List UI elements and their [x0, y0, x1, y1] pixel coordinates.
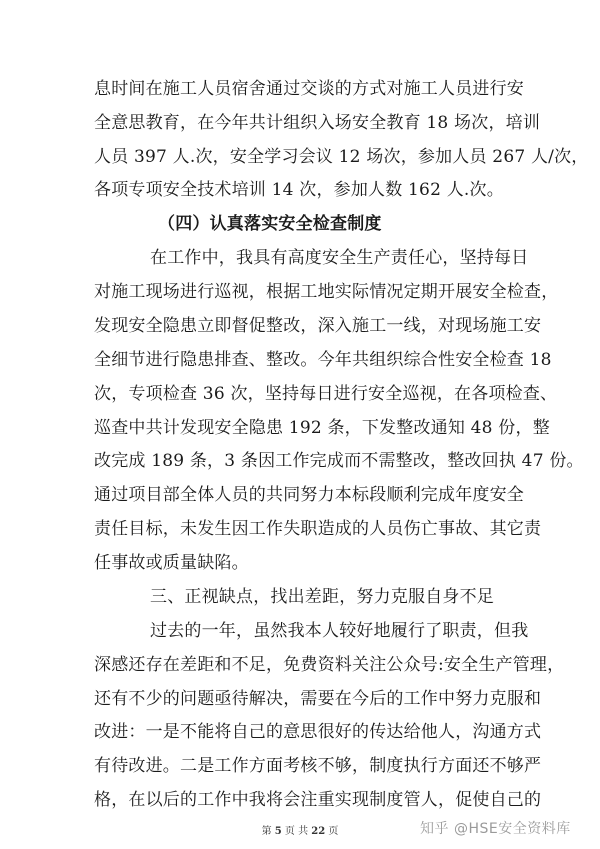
- body-line: 巡查中共计发现安全隐患 192 条，下发整改通知 48 份，整: [94, 418, 550, 438]
- body-line: 通过项目部全体人员的共同努力本标段顺利完成年度安全: [94, 485, 524, 505]
- body-line: 深感还存在差距和不足，免费资料关注公众号:安全生产管理，: [94, 655, 565, 675]
- body-line: 责任目标，未发生因工作失职造成的人员伤亡事故、其它责: [94, 519, 542, 539]
- footer-middle: 页 共: [284, 826, 309, 837]
- watermark: 知乎 @HSE安全资料库: [420, 821, 571, 837]
- body-line: 还有不少的问题亟待解决，需要在今后的工作中努力克服和: [94, 689, 542, 709]
- footer-prefix: 第: [261, 826, 272, 837]
- body-line: 人员 397 人.次，安全学习会议 12 场次，参加人员 267 人/次，: [94, 147, 589, 167]
- body-line: 任事故或质量缺陷。: [94, 553, 249, 573]
- body-line: 对施工现场进行巡视，根据工地实际情况定期开展安全检查，: [94, 282, 559, 302]
- body-line: 次，专项检查 36 次，坚持每日进行安全巡视，在各项检查、: [94, 384, 558, 404]
- body-line: 息时间在施工人员宿舍通过交谈的方式对施工人员进行安: [94, 79, 524, 99]
- body-line: 各项专项安全技术培训 14 次，参加人数 162 人.次。: [94, 180, 504, 200]
- body-line: 过去的一年，虽然我本人较好地履行了职责，但我: [150, 621, 529, 641]
- body-line: 在工作中，我具有高度安全生产责任心，坚持每日: [150, 248, 529, 268]
- footer-suffix: 页: [328, 826, 339, 837]
- footer-page-number: 5: [274, 826, 282, 837]
- body-line: 全细节进行隐患排查、整改。今年共组织综合性安全检查 18: [94, 350, 552, 370]
- section-heading: （四）认真落实安全检查制度: [158, 214, 382, 234]
- body-line: 改进：一是不能将自己的意思很好的传达给他人，沟通方式: [94, 722, 542, 742]
- body-line: 格，在以后的工作中我将会注重实现制度管人，促使自己的: [94, 790, 542, 810]
- body-line: 有待改进。二是工作方面考核不够，制度执行方面还不够严: [94, 756, 542, 776]
- body-line: 发现安全隐患立即督促整改，深入施工一线，对现场施工安: [94, 316, 542, 336]
- body-line: 全意思教育，在今年共计组织入场安全教育 18 场次，培训: [94, 113, 541, 133]
- section-heading: 三、正视缺点，找出差距，努力克服自身不足: [150, 587, 494, 607]
- body-line: 改完成 189 条，3 条因工作完成而不需整改，整改回执 47 份。: [94, 451, 584, 471]
- footer-total-pages: 22: [311, 826, 326, 837]
